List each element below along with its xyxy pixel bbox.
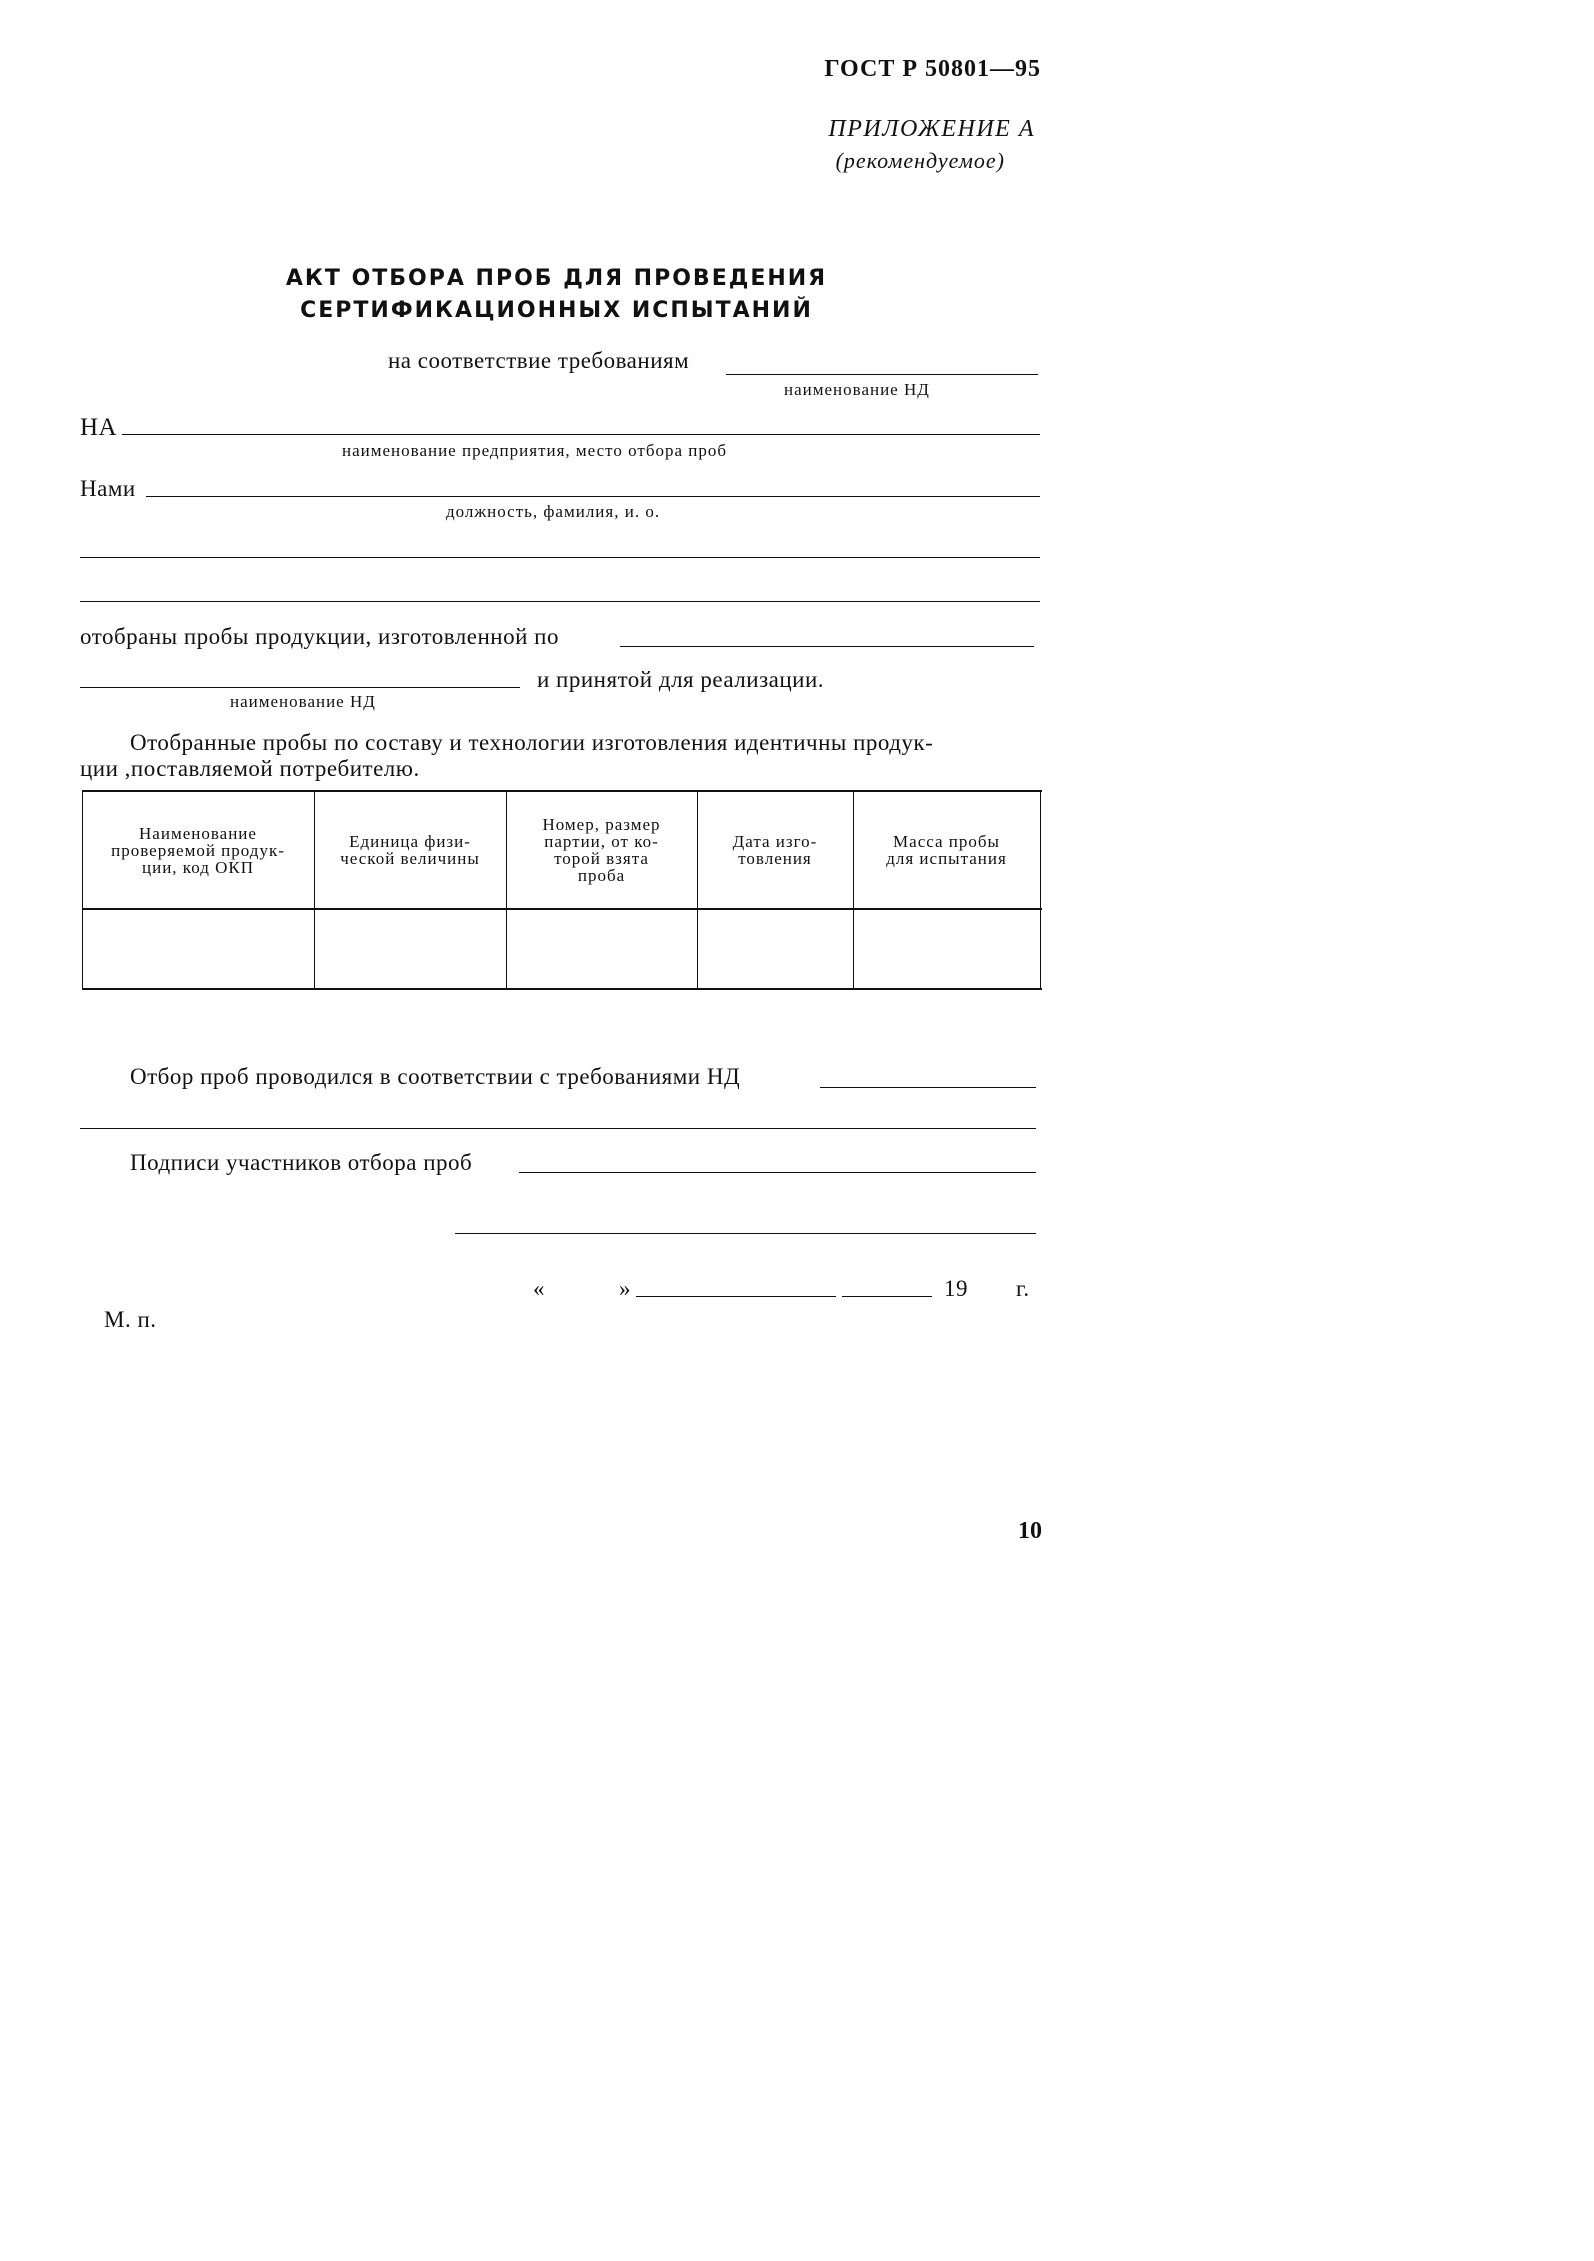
sampling-nd-field-line[interactable] [820,1087,1036,1088]
appendix-title: ПРИЛОЖЕНИЕ А [828,116,1035,142]
blank-field-line-2[interactable] [80,601,1040,602]
table-column-border [506,792,507,988]
table-cell[interactable] [508,910,695,988]
date-year-field-line[interactable] [842,1296,932,1297]
header-text-line: Масса пробы [893,832,1000,851]
table-column-border [853,792,854,988]
page-number: 10 [1018,1518,1042,1544]
sampling-continuation-line[interactable] [80,1128,1036,1129]
table-cell[interactable] [855,910,1038,988]
samples-field-line[interactable] [620,646,1034,647]
table-header-batch [508,792,695,908]
header-text-line: Единица физи- [349,832,471,851]
signature-field-line-2[interactable] [455,1233,1036,1234]
appendix-note: (рекомендуемое) [835,148,1005,173]
header-text-line: Наименование [139,823,257,843]
date-quote-close: » [619,1276,631,1301]
header-text-line: Номер, размер [542,815,661,834]
nd-field-line[interactable] [80,687,520,688]
table-header-sample-mass [855,792,1038,908]
stamp-label: М. п. [104,1307,157,1332]
at-caption: наименование предприятия, место отбора проб [342,441,728,460]
samples-table [82,790,1042,992]
table-column-border [82,792,83,988]
header-text-line: проверяемой продук- [111,840,285,860]
header-text-line: для испытания [886,849,1007,868]
table-cell[interactable] [84,910,312,988]
identical-statement-line-2: ции ,поставляемой потребителю. [80,756,420,781]
at-field-line[interactable] [122,434,1040,435]
header-text-line: партии, от ко- [544,832,659,851]
identical-statement-line-1: Отобранные пробы по составу и технологии изготовления идентичны продук- [130,730,934,755]
table-header-unit [316,792,504,908]
compliance-label: на соответствие требованиям [388,348,690,373]
table-column-border [1040,792,1041,988]
table-column-border [697,792,698,988]
gost-code: ГОСТ Р 50801—95 [824,56,1041,82]
at-label: НА [80,414,118,441]
table-cell[interactable] [316,910,504,988]
by-caption: должность, фамилия, и. о. [446,502,661,521]
table-bottom-border [82,988,1042,990]
document-title-line-1: АКТ ОТБОРА ПРОБ ДЛЯ ПРОВЕДЕНИЯ [285,266,828,291]
year-prefix: 19 [944,1276,968,1301]
samples-label: отобраны пробы продукции, изготовленной по [80,624,559,649]
header-text-line: товления [738,849,812,868]
table-column-border [314,792,315,988]
year-suffix: г. [1016,1276,1030,1301]
document-title-line-2: СЕРТИФИКАЦИОННЫХ ИСПЫТАНИЙ [300,298,813,323]
by-label: Нами [80,476,136,501]
sampling-compliance-label: Отбор проб проводился в соответствии с требованиями НД [130,1064,741,1089]
date-quote-open: « [533,1276,545,1301]
table-cell[interactable] [699,910,851,988]
signatures-label: Подписи участников отбора проб [130,1150,473,1175]
accepted-label: и принятой для реализации. [537,667,825,692]
signature-field-line-1[interactable] [519,1172,1036,1173]
by-field-line[interactable] [146,496,1040,497]
header-text-line: проба [577,866,626,885]
date-month-field-line[interactable] [636,1296,836,1297]
table-header-product-name [84,792,312,908]
compliance-caption: наименование НД [784,380,930,399]
header-text-line: ции, код ОКП [142,857,254,877]
header-text-line: торой взята [554,849,649,868]
header-text-line: ческой величины [340,849,480,868]
blank-field-line-1[interactable] [80,557,1040,558]
compliance-field-line[interactable] [726,374,1038,375]
nd-caption: наименование НД [230,692,376,711]
header-text-line: Дата изго- [732,832,818,851]
table-header-manufacture-date [699,792,851,908]
